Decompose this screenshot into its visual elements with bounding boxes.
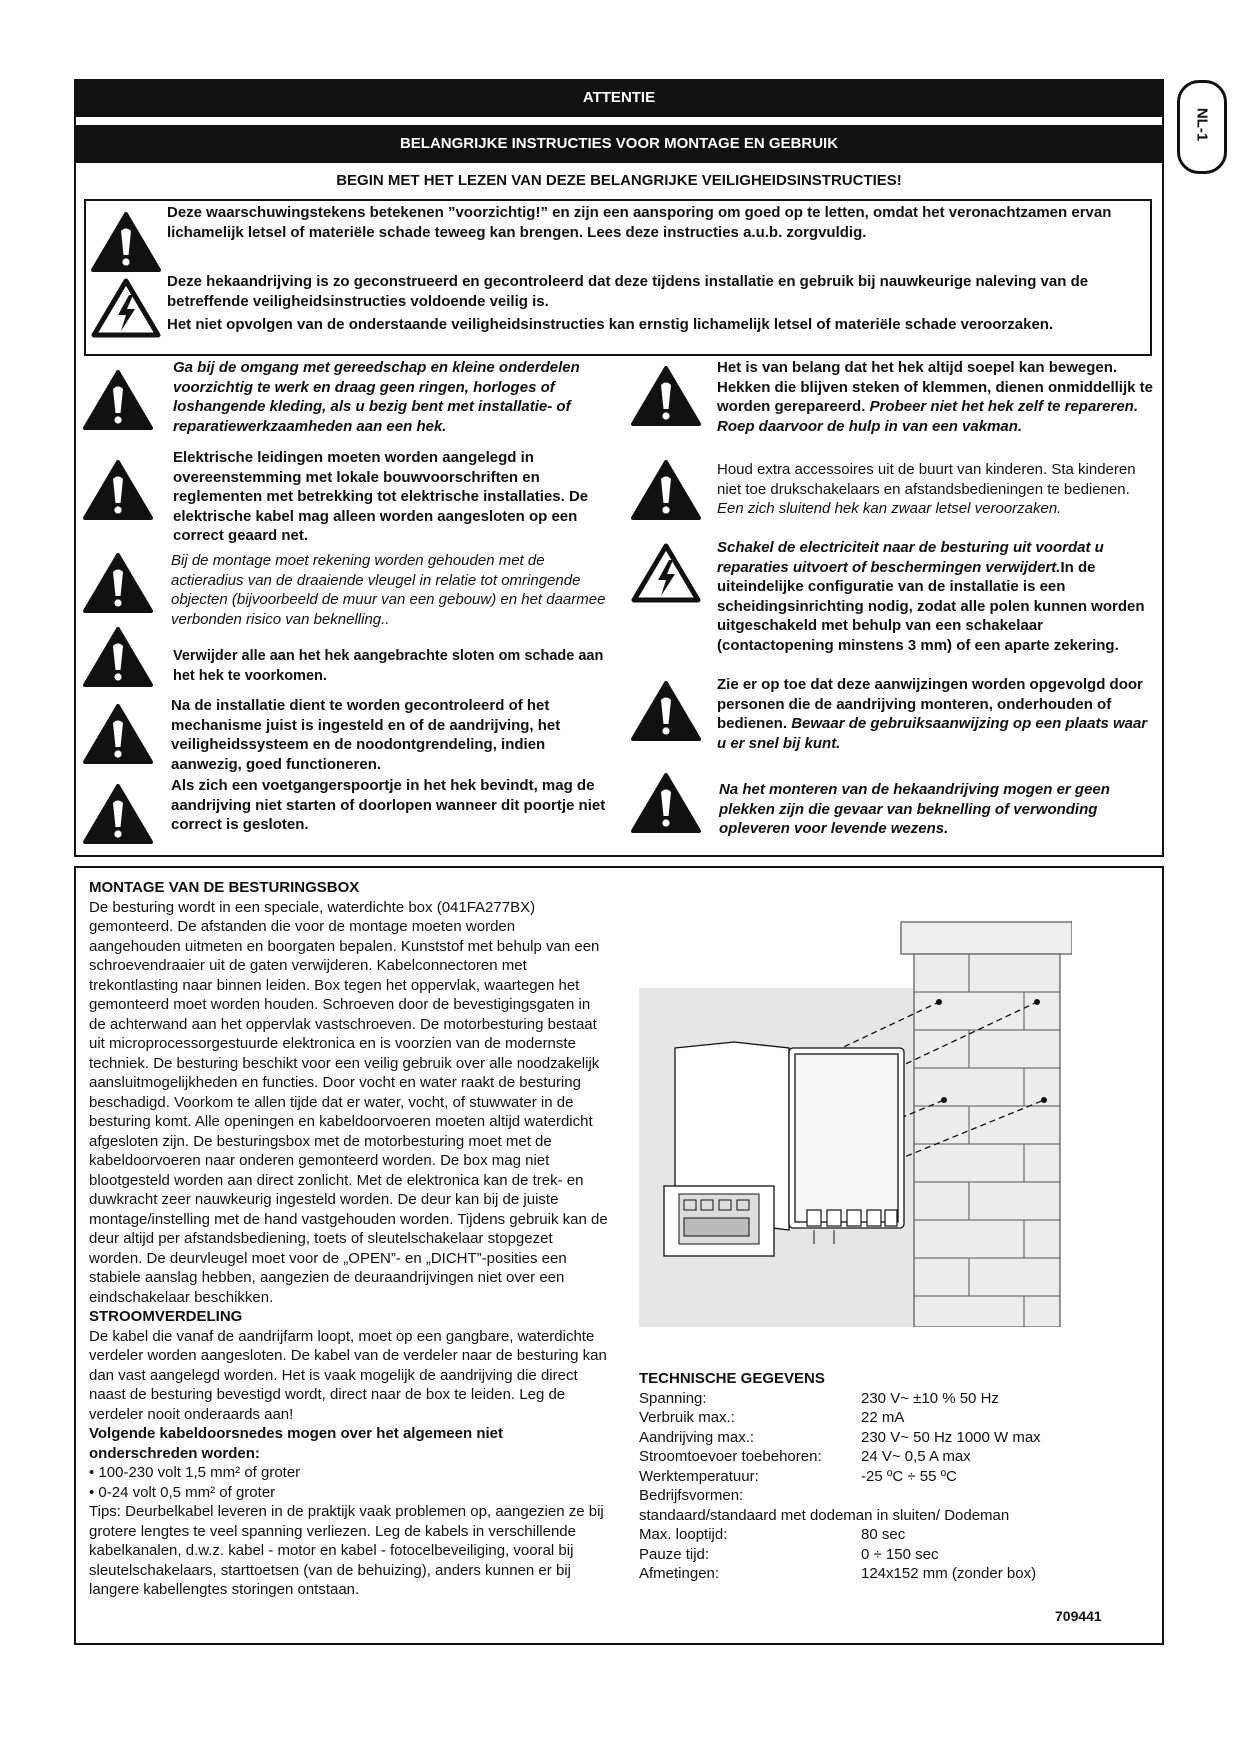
- warning-icon: [83, 783, 153, 845]
- warning-icon: [83, 369, 153, 431]
- right-warning-1-italic: Probeer niet het hek zelf te repareren. Roep daarvoor de hulp in van een vakman.: [717, 398, 1138, 435]
- right-warning-1-bold: Het is van belang dat het hek altijd soepel kan bewegen. Hekken die blijven steken of klemmen, dienen onmiddellijk te worden gerepareerd.: [717, 359, 1153, 416]
- tech-value: 230 V~ 50 Hz 1000 W max: [861, 1428, 1041, 1446]
- tech-key: Pauze tijd:: [639, 1545, 710, 1563]
- right-warning-3-italic: Schakel de electriciteit naar de besturing uit voordat u reparaties uitvoert of beschermingen verwijdert.: [717, 539, 1104, 576]
- document-number: 709441: [1055, 1608, 1102, 1624]
- tech-data: [639, 1369, 1139, 1584]
- tech-value: 80 sec: [861, 1526, 906, 1543]
- left-warning-6: Als zich een voetgangerspoortje in het hek bevindt, mag de aandrijving niet starten of doorlopen wanneer dit poortje niet correct is gesloten.: [171, 777, 606, 834]
- warning-icon: [631, 680, 701, 742]
- modes-value: standaard/standaard met dodeman in sluiten/ Dodeman: [639, 1506, 1010, 1524]
- warning-icon: [631, 365, 701, 427]
- tech-key: Aandrijving max.:: [639, 1428, 755, 1446]
- page-label-tab: [1177, 80, 1227, 174]
- warning-icon: [631, 459, 701, 521]
- montage-text: De besturing wordt in een speciale, waterdichte box (041FA277BX) gemonteerd. De afstanden die voor de montage moeten worden aangehouden uitmeten en boorgaten bepalen. Kunststof met behulp van een schroevendraaier uit de gaten verwijderen. Kabelconnectoren met trekontlasting naar binnen leiden. Box tegen het oppervlak, waartegen het gemonteerd moet worden houden. Schroeven door de bevestigingsgaten in de achterwand aan het oppervlak vastschroeven. De motorbesturing bestaat uit microprocessorgestuurde elektronica en is voorzien van de modernste techniek. De besturing beschikt voor een veilig gebruik over alle noodzakelijk aansluitmogelijkheden en functies. Door vocht en water raakt de besturing beschadigd. Voorkom te allen tijde dat er water, vocht, of stuwwater in de besturing komt. Alle openingen en kabeldoorvoeren moeten altijd waterdicht afgesloten zijn. De besturingsbox met de motorbesturing moet met de kabeldoorvoeren naar onderen gemonteerd worden. De box mag niet blootgesteld worden aan direct zonlicht. Met de elektronica kan de trek- en duwkracht zeer nauwkeurig ingesteld worden. De deur kan bij de juiste montage/instelling met de hand vastgehouden worden. Tijdens gebruik kan de deur altijd per afstandsbediening, toets of sleutelschakelaar stopgezet worden. De deurvleugel moet voor de „OPEN”- en „DICHT”-posities een stabiele aanslag hebben, aangezien de deuraandrijvingen niet over een eindschakelaar beschikken.: [89, 898, 608, 1306]
- tech-row: [639, 1389, 1139, 1409]
- tech-row: [639, 1408, 1139, 1428]
- warning-icon: [83, 626, 153, 688]
- right-warning-4-italic: Bewaar de gebruiksaanwijzing op een plaats waar u er snel bij kunt.: [717, 715, 1148, 752]
- cable-bullet-1: • 100-230 volt 1,5 mm² of groter: [89, 1464, 301, 1481]
- tech-value: 0 ÷ 150 sec: [861, 1545, 939, 1563]
- title-bar: BELANGRIJKE INSTRUCTIES VOOR MONTAGE EN GEBRUIK: [74, 125, 1164, 163]
- mounting-illustration: [639, 920, 1072, 1327]
- tech-value: 230 V~ ±10 % 50 Hz: [861, 1389, 999, 1407]
- right-warning-4-bold: Zie er op toe dat deze aanwijzingen worden opgevolgd door personen die de aandrijving monteren, onderhouden of bedienen.: [717, 676, 1143, 733]
- tech-value: 22 mA: [861, 1409, 905, 1426]
- right-warning-2: [717, 460, 1153, 519]
- tech-key: Verbruik max.:: [639, 1409, 735, 1426]
- electric-hazard-icon: [91, 277, 161, 339]
- right-warning-3: [717, 538, 1153, 656]
- tech-value: 24 V~ 0,5 A max: [861, 1448, 971, 1465]
- stroom-text: De kabel die vanaf de aandrijfarm loopt, moet op een gangbare, waterdichte verdeler worden aangesloten. De kabel van de verdeler naar de besturing kan dan vast aangelegd worden. Het is vaak mogelijk de aandrijving die direct naast de besturing bevestigd wordt, direct naar de box te leiden. Leg de verdeler nooit onderaards aan!: [89, 1327, 607, 1423]
- begin-heading: BEGIN MET HET LEZEN VAN DEZE BELANGRIJKE VEILIGHEIDSINSTRUCTIES!: [336, 172, 902, 189]
- tech-key: Werktemperatuur:: [639, 1467, 759, 1485]
- tech-value: -25 ºC ÷ 55 ºC: [861, 1467, 957, 1485]
- left-warning-1: Ga bij de omgang met gereedschap en kleine onderdelen voorzichtig te werk en draag geen ringen, horloges of loshangende kleding, als u bezig bent met installatie- of reparatiewerkzaamheden aan een hek.: [173, 359, 580, 435]
- right-warning-5: Na het monteren van de hekaandrijving mogen er geen plekken zijn die gevaar van beknelling of verwonding opleveren voor levende wezens.: [719, 781, 1110, 838]
- intro-paragraph-2: Deze hekaandrijving is zo geconstrueerd en gecontroleerd dat deze tijdens installatie en gebruik bij nauwkeurige naleving van de betreffende veiligheidsinstructies voldoende veilig is.: [167, 273, 1089, 310]
- montage-heading: MONTAGE VAN DE BESTURINGSBOX: [89, 879, 360, 896]
- left-warning-2: Elektrische leidingen moeten worden aangelegd in overeenstemming met lokale bouwvoorschriften en reglementen met betrekking tot elektrische installaties. De elektrische kabel mag alleen worden aangesloten op een correct geaard net.: [173, 449, 589, 545]
- warning-icon: [83, 552, 153, 614]
- right-warning-3-bold: In de uiteindelijke configuratie van de installatie is een scheidingsinrichting nodig, zodat alle polen kunnen worden uitgeschakeld met behulp van een schakelaar (contactopening minstens 3 mm) of een aparte zekering.: [717, 558, 1145, 654]
- tech-key: Stroomtoevoer toebehoren:: [639, 1448, 822, 1465]
- electric-hazard-icon: [631, 542, 701, 604]
- cable-bullet-2: • 0-24 volt 0,5 mm² of groter: [89, 1483, 276, 1501]
- cable-tips: Tips: Deurbelkabel leveren in de praktijk vaak problemen op, aangezien ze bij grotere lengtes te veel spanning verliezen. Leg de kabels in verschillende kabelkanalen, d.w.z. kabel - motor en kabel - fotocelbeveiliging, vooral bij sleutelschakelaars, starttoetsen (van de behuizing), anders kunnen er bij langere kabellengtes storingen ontstaan.: [89, 1503, 604, 1598]
- intro-paragraph-1: Deze waarschuwingstekens betekenen ”voorzichtig!” en zijn een aansporing om goed op te letten, omdat het veronachtzamen ervan lichamelijk letsel of materiële schade teweeg kan brengen. Lees deze instructies a.u.b. zorgvuldig.: [167, 204, 1112, 241]
- attentie-bar: ATTENTIE: [74, 79, 1164, 117]
- left-warning-3: Bij de montage moet rekening worden gehouden met de actieradius van de draaiende vleugel in relatie tot omringende objecten (bijvoorbeeld de muur van een gebouw) en het daarmee verbonden risico van beknelling..: [171, 552, 606, 628]
- right-warning-2-text: Houd extra accessoires uit de buurt van kinderen. Sta kinderen niet toe drukschakelaars en afstandsbedieningen te bedienen.: [717, 461, 1136, 498]
- stroom-heading: STROOMVERDELING: [89, 1308, 243, 1325]
- page-label: NL-1: [1193, 107, 1211, 142]
- right-warning-4: [717, 675, 1153, 753]
- tech-heading: TECHNISCHE GEGEVENS: [639, 1370, 825, 1387]
- tech-row: [639, 1545, 1139, 1565]
- tech-row: [639, 1447, 1139, 1467]
- warning-icon: [91, 211, 161, 273]
- left-warning-5: Na de installatie dient te worden gecontroleerd of het mechanisme juist is ingesteld en of de aandrijving, het veiligheidssysteem en de noodontgrendeling, indien aanwezig, goed functioneren.: [171, 697, 561, 773]
- intro-paragraph-3: Het niet opvolgen van de onderstaande veiligheidsinstructies kan ernstig lichamelijk letsel of materiële schade veroorzaken.: [167, 316, 1054, 333]
- tech-key: Max. looptijd:: [639, 1526, 728, 1543]
- tech-row: [639, 1428, 1139, 1448]
- modes-label: Bedrijfsvormen:: [639, 1487, 744, 1504]
- tech-key: Spanning:: [639, 1389, 707, 1407]
- tech-key: Afmetingen:: [639, 1565, 720, 1582]
- montage-column: [89, 878, 609, 1600]
- tech-value: 124x152 mm (zonder box): [861, 1565, 1037, 1582]
- right-warning-2-italic: Een zich sluitend hek kan zwaar letsel veroorzaken.: [717, 500, 1062, 518]
- cable-requirements: Volgende kabeldoorsnedes mogen over het algemeen niet onderschreden worden:: [89, 1425, 503, 1462]
- tech-row: [639, 1525, 1139, 1545]
- tech-row: [639, 1564, 1139, 1584]
- warning-icon: [631, 772, 701, 834]
- right-warning-1: [717, 358, 1153, 436]
- warning-icon: [83, 459, 153, 521]
- left-warning-4: Verwijder alle aan het hek aangebrachte sloten om schade aan het hek te voorkomen.: [173, 648, 604, 684]
- warning-icon: [83, 703, 153, 765]
- tech-row: [639, 1467, 1139, 1487]
